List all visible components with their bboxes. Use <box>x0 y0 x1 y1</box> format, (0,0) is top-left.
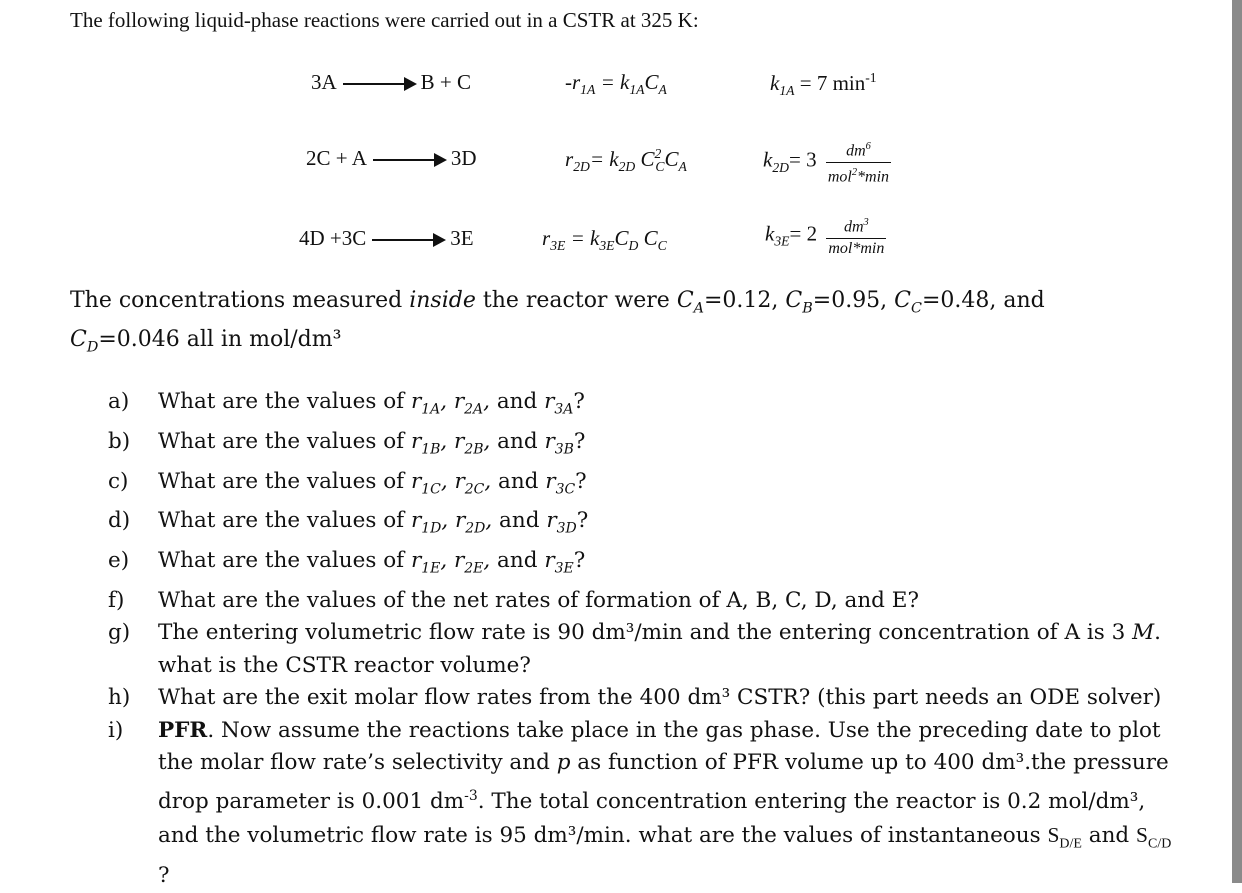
reaction-arrow-icon <box>372 239 444 241</box>
concentrations-paragraph: The concentrations measured inside the reactor were $C_A=0.12$, $C_B=0.95$, $C_C=0.48$, and $C_D=0.046$ all in mol/dm³ <box>70 288 1045 356</box>
question-b: b) What are the values of $r_{1B}$, $r_{2B}$, and $r_{3B}$? <box>108 428 586 458</box>
reaction-1-rate-law: $-r_{1A} = k_{1A}C_A$ <box>565 70 667 98</box>
reaction-2-reactants: 2C + A <box>306 146 367 170</box>
reaction-2-rate-constant: $k_{2D}= 3$ $\frac{dm^6}{mol^2*\min}$ <box>763 136 891 188</box>
question-f: f) What are the values of the net rates of formation of A, B, C, D, and E? <box>108 587 920 613</box>
problem-heading: The following liquid-phase reactions were carried out in a CSTR at 325 K: <box>70 8 699 32</box>
reaction-arrow-icon <box>373 159 445 161</box>
question-g: g) The entering volumetric flow rate is 90 dm³/min and the entering concentration of A is 3 M. what is the CSTR reactor volume? <box>108 620 1161 678</box>
reaction-1-reactants: 3A <box>311 70 337 94</box>
reaction-1-products: B + C <box>420 70 472 94</box>
question-e: e) What are the values of $r_{1E}$, $r_{2E}$, and $r_{3E}$? <box>108 548 586 577</box>
reaction-2-equation <box>306 146 477 171</box>
reaction-2-rate-law: $r_{2D}= k_{2D}$ $C^2_CC_A$ <box>565 146 687 175</box>
reaction-3-rate-law: $r_{3E} = k_{3E}C_D$ $C_C$ <box>542 226 667 254</box>
reaction-1-rate-constant: $k_{1A} = 7$ $\min^{-1}$ <box>770 70 877 99</box>
reaction-3-reactants: 4D +3C <box>299 226 367 250</box>
question-a: a) What are the values of $r_{1A}$, $r_{2A}$, and $r_{3A}$? <box>108 389 585 418</box>
right-edge-bar <box>1232 0 1242 883</box>
reaction-2-products: 3D <box>450 146 477 170</box>
reaction-3-products: 3E <box>450 226 474 250</box>
reaction-arrow-icon <box>343 83 415 85</box>
question-d: d) What are the values of $r_{1D}$, $r_{2D}$, and $r_{3D}$? <box>108 508 589 537</box>
rate-constant-units: $\frac{dm^6}{mol^2*\min}$ <box>826 136 891 188</box>
question-list <box>108 386 1178 893</box>
question-h: h) What are the exit molar flow rates from the 400 dm³ CSTR? (this part needs an ODE solver) <box>108 685 1162 711</box>
reaction-1-equation <box>311 70 471 95</box>
question-c: c) What are the values of $r_{1C}$, $r_{2C}$, and $r_{3C}$? <box>108 468 587 497</box>
question-i: i) PFR. Now assume the reactions take place in the gas phase. Use the preceding date to plot the molar flow rate’s selectivity and p as function of PFR volume up to 400 dm³.the pressure drop parameter is 0.001 $dm^{-3}$. The total concentration entering the reactor is 0.2 mol/dm³, and the volumetric flow rate is 95 dm³/min. what are the values of instantaneous $S_{D/E}$ and $S_{C/D}$ ? <box>108 717 1172 889</box>
reaction-3-rate-constant: $k_{3E}= 2$ $\frac{dm^3}{\text{mol*min}}$ <box>765 212 886 259</box>
reaction-3-equation <box>299 226 474 251</box>
rate-constant-units: $\frac{dm^3}{\text{mol*min}}$ <box>826 212 886 259</box>
